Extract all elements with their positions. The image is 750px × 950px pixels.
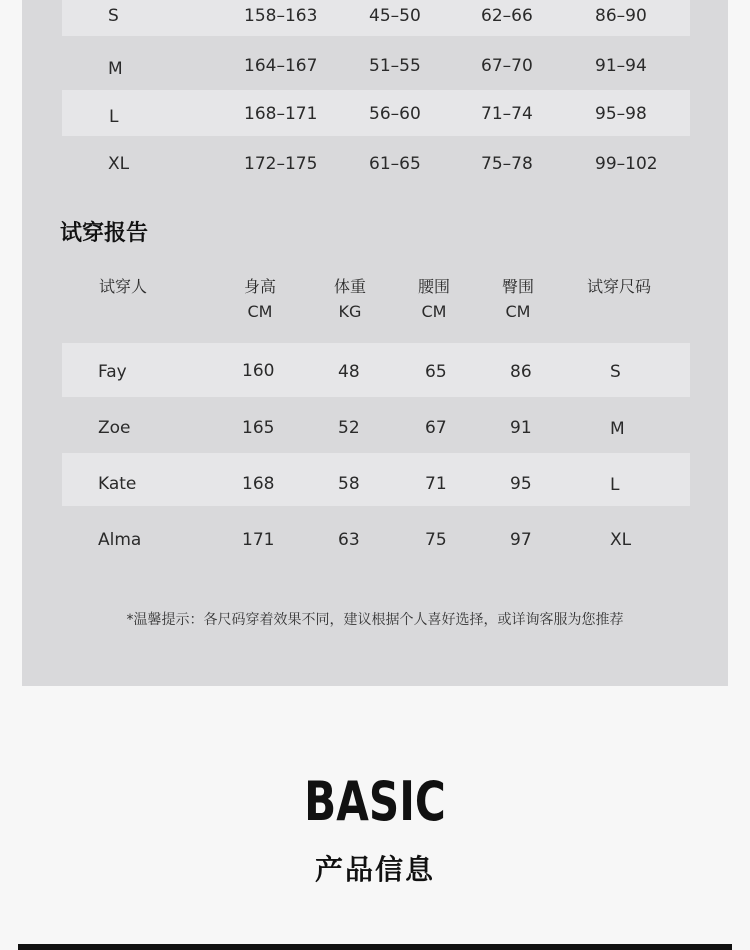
tester-height: 168 [242, 474, 275, 494]
waist-range-cell: 67–70 [481, 56, 533, 76]
tester-height: 171 [242, 530, 275, 550]
tester-name: Zoe [98, 418, 131, 438]
section-divider-bar [18, 944, 732, 950]
tester-waist: 75 [425, 530, 447, 550]
tester-size: XL [610, 530, 632, 550]
tester-waist: 65 [425, 362, 447, 382]
header-hip: 臀围 CM [501, 277, 534, 321]
fit-tip-note: *温馨提示：各尺码穿着效果不同，建议根据个人喜好选择，或详询客服为您推荐 [126, 612, 624, 628]
height-range-cell: 168–171 [244, 104, 318, 124]
tester-weight: 63 [338, 530, 360, 550]
hip-range-cell: 86–90 [595, 6, 647, 26]
size-chart-panel [22, 0, 728, 686]
try-on-row [62, 453, 690, 506]
weight-range-cell: 56–60 [369, 104, 421, 124]
try-on-report-title: 试穿报告 [60, 221, 149, 246]
tester-weight: 48 [338, 362, 360, 382]
tester-hip: 97 [510, 530, 532, 550]
size-cell: M [108, 59, 123, 79]
size-table-row [62, 40, 690, 90]
try-on-row [62, 397, 690, 453]
header-waist: 腰围 CM [417, 277, 450, 321]
header-height: 身高 CM [243, 277, 276, 321]
tester-name: Fay [98, 362, 127, 382]
size-table-row [62, 90, 690, 136]
tester-name: Alma [98, 530, 142, 550]
basic-heading: BASIC [304, 770, 446, 833]
header-tester: 试穿人 [98, 277, 147, 296]
tester-hip: 95 [510, 474, 532, 494]
try-on-row [62, 506, 690, 562]
waist-range-cell: 71–74 [481, 104, 533, 124]
height-range-cell: 172–175 [244, 154, 318, 174]
tester-name: Kate [98, 474, 137, 494]
try-on-row [62, 343, 690, 397]
tester-weight: 52 [338, 418, 360, 438]
waist-range-cell: 75–78 [481, 154, 533, 174]
tester-hip: 91 [510, 418, 532, 438]
size-cell: XL [108, 154, 130, 174]
tester-size: L [610, 475, 620, 495]
product-info-heading: 产品信息 [314, 853, 435, 886]
weight-range-cell: 45–50 [369, 6, 421, 26]
hip-range-cell: 99–102 [595, 154, 658, 174]
size-cell: S [108, 6, 119, 26]
waist-range-cell: 62–66 [481, 6, 533, 26]
tester-waist: 71 [425, 474, 447, 494]
tester-hip: 86 [510, 362, 532, 382]
tester-size: M [610, 419, 625, 439]
tester-waist: 67 [425, 418, 447, 438]
tester-height: 165 [242, 418, 275, 438]
height-range-cell: 164–167 [244, 56, 318, 76]
header-weight: 体重 KG [333, 277, 366, 321]
tester-height: 160 [242, 361, 275, 381]
size-cell: L [109, 107, 119, 127]
tester-weight: 58 [338, 474, 360, 494]
weight-range-cell: 51–55 [369, 56, 421, 76]
header-tried-size: 试穿尺码 [586, 277, 651, 296]
tester-size: S [610, 362, 621, 382]
size-table-row [62, 140, 690, 188]
hip-range-cell: 95–98 [595, 104, 647, 124]
size-table-row [62, 0, 690, 36]
height-range-cell: 158–163 [244, 6, 318, 26]
hip-range-cell: 91–94 [595, 56, 647, 76]
weight-range-cell: 61–65 [369, 154, 421, 174]
